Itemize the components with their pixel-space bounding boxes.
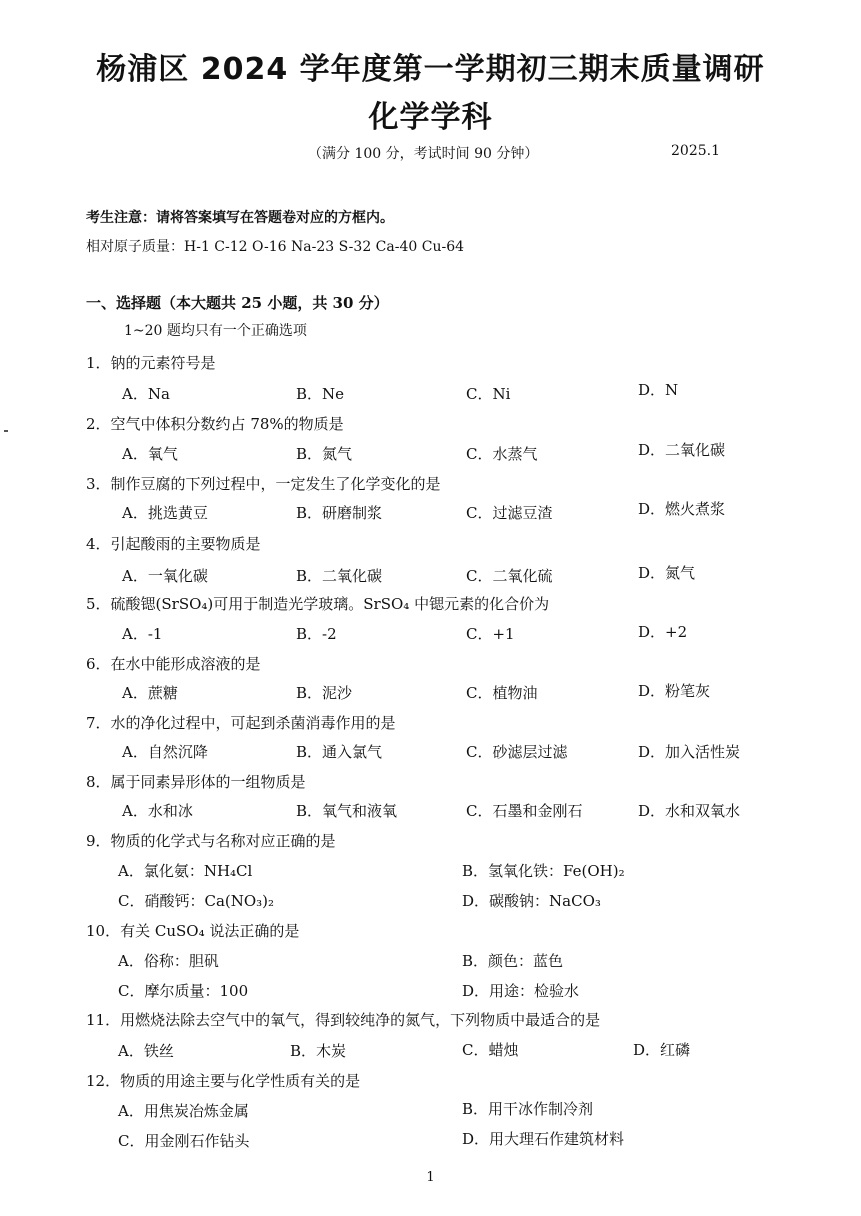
option-b: B．颜色：蓝色: [462, 952, 564, 970]
option-c: C．过滤豆渣: [466, 504, 553, 522]
question-stem: 2．空气中体积分数约占 78%的物质是: [86, 415, 344, 433]
option-a: A．蔗糖: [122, 684, 178, 702]
option-d: D．用大理石作建筑材料: [462, 1130, 625, 1148]
option-a: A．Na: [122, 385, 170, 403]
option-a: A．-1: [122, 625, 163, 643]
question-stem: 6．在水中能形成溶液的是: [86, 655, 261, 673]
option-b: B．Ne: [296, 385, 345, 403]
scan-mark: [4, 430, 8, 432]
option-a: A．氯化氨：NH₄Cl: [118, 862, 253, 880]
option-d: D．用途：检验水: [462, 982, 580, 1000]
question-stem: 1．钠的元素符号是: [86, 354, 216, 372]
question-stem: 9．物质的化学式与名称对应正确的是: [86, 832, 336, 850]
page-number: 1: [426, 1170, 435, 1185]
option-b: B．二氧化碳: [296, 567, 383, 585]
option-c: C．蜡烛: [462, 1041, 519, 1059]
option-d: D．N: [638, 381, 679, 399]
option-b: B．氮气: [296, 445, 353, 463]
option-b: B．氢氧化铁：Fe(OH)₂: [462, 862, 625, 880]
option-a: A．水和冰: [122, 802, 193, 820]
section-subtitle: 1~20 题均只有一个正确选项: [124, 323, 307, 339]
option-c: C．水蒸气: [466, 445, 538, 463]
option-c: C．砂滤层过滤: [466, 743, 568, 761]
option-a: A．自然沉降: [122, 743, 208, 761]
subject-title: 化学学科: [368, 100, 493, 135]
option-b: B．泥沙: [296, 684, 353, 702]
option-d: D．碳酸钠：NaCO₃: [462, 892, 601, 910]
question-stem: 5．硫酸锶(SrSO₄)可用于制造光学玻璃。SrSO₄ 中锶元素的化合价为: [86, 595, 550, 613]
question-stem: 11．用燃烧法除去空气中的氧气，得到较纯净的氮气，下列物质中最适合的是: [86, 1011, 601, 1029]
option-c: C．摩尔质量：100: [118, 982, 249, 1000]
option-c: C．+1: [466, 625, 515, 643]
option-b: B．用干冰作制冷剂: [462, 1100, 594, 1118]
candidate-notice: 考生注意：请将答案填写在答题卷对应的方框内。: [86, 210, 394, 226]
option-b: B．-2: [296, 625, 337, 643]
question-stem: 12．物质的用途主要与化学性质有关的是: [86, 1072, 361, 1090]
option-a: A．俗称：胆矾: [118, 952, 219, 970]
question-stem: 4．引起酸雨的主要物质是: [86, 535, 261, 553]
option-d: D．水和双氧水: [638, 802, 741, 820]
question-stem: 8．属于同素异形体的一组物质是: [86, 773, 306, 791]
option-a: A．一氧化碳: [122, 567, 208, 585]
option-c: C．硝酸钙：Ca(NO₃)₂: [118, 892, 275, 910]
option-d: D．红磷: [633, 1041, 691, 1059]
option-d: D．二氧化碳: [638, 441, 726, 459]
option-b: B．木炭: [290, 1042, 347, 1060]
option-a: A．用焦炭冶炼金属: [118, 1102, 249, 1120]
option-c: C．石墨和金刚石: [466, 802, 583, 820]
exam-date: 2025.1: [671, 143, 720, 159]
option-b: B．氧气和液氧: [296, 802, 398, 820]
option-d: D．燃火煮浆: [638, 500, 726, 518]
section-title: 一、选择题（本大题共 25 小题，共 30 分）: [86, 294, 389, 312]
option-d: D．加入活性炭: [638, 743, 741, 761]
option-c: C．用金刚石作钻头: [118, 1132, 250, 1150]
question-stem: 10．有关 CuSO₄ 说法正确的是: [86, 922, 300, 940]
atomic-mass-list: 相对原子质量：H-1 C-12 O-16 Na-23 S-32 Ca-40 Cu-64: [86, 239, 465, 255]
option-a: A．挑选黄豆: [122, 504, 208, 522]
question-stem: 3．制作豆腐的下列过程中，一定发生了化学变化的是: [86, 475, 441, 493]
option-b: B．通入氯气: [296, 743, 383, 761]
option-d: D．+2: [638, 623, 688, 641]
option-b: B．研磨制浆: [296, 504, 383, 522]
option-c: C．Ni: [466, 385, 511, 403]
option-c: C．二氧化硫: [466, 567, 553, 585]
exam-note: （满分 100 分，考试时间 90 分钟）: [308, 146, 539, 162]
exam-title: 杨浦区 2024 学年度第一学期初三期末质量调研: [96, 52, 765, 87]
option-a: A．氧气: [122, 445, 178, 463]
option-c: C．植物油: [466, 684, 538, 702]
option-a: A．铁丝: [118, 1042, 174, 1060]
option-d: D．粉笔灰: [638, 682, 711, 700]
question-stem: 7．水的净化过程中，可起到杀菌消毒作用的是: [86, 714, 396, 732]
option-d: D．氮气: [638, 564, 696, 582]
